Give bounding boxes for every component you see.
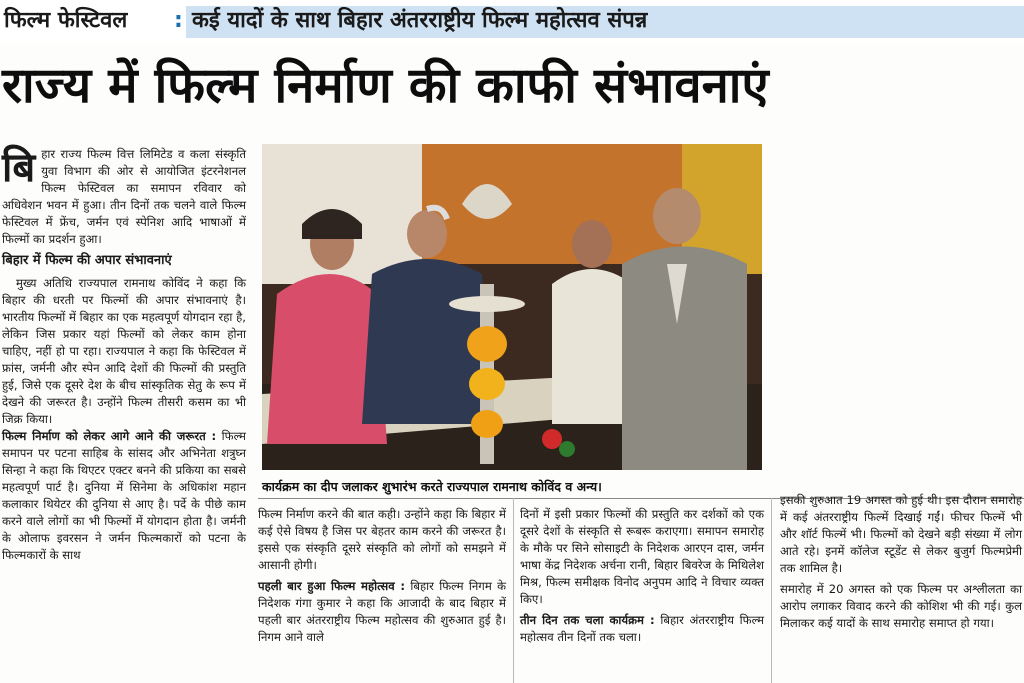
ganga-kumar-paragraph: बिहार फिल्म निगम के निदेशक गंगा कुमार ने कहा कि आजादी के बाद बिहार में पहली बार अंतरराष्ट्रीय फिल्म महोत्सव की शुरुआत हुई है। निगम आने वाले <box>258 579 506 644</box>
column-divider-3 <box>771 498 772 683</box>
three-days-paragraph: बिहार अंतरराष्ट्रीय फिल्म महोत्सव तीन दिनों तक चला। <box>520 613 765 644</box>
governor-paragraph: मुख्य अतिथि राज्यपाल रामनाथ कोविंद ने कहा कि बिहार की धरती पर फिल्मों की अपार संभावनाएं है। भारतीय फिल्मों में बिहार का एक महत्वपूर्ण योगदान रहा है, लेकिन जिस प्रकार यहां फिल्मों को लेकर काम होना चाहिए, नहीं हो पा रहा। राज्यपाल ने कहा कि फेस्टिवल में फ्रांस, जर्मनी और स्पेन आदि देशों की फिल्मों की प्रस्तुति हुई, जिसे एक दूसरे देश के बीच सांस्कृतिक सेतु के रूप में देखने की जरूरत है। उन्होंने फिल्म तीसरी कसम का भी जिक्र किया। <box>2 276 246 426</box>
event-photo <box>262 144 762 470</box>
article-column-2 <box>258 506 506 646</box>
strap-headline: कई यादों के साथ बिहार अंतरराष्ट्रीय फिल्म महोत्सव संपन्न <box>186 6 1024 38</box>
column-1-paragraph-2 <box>2 428 246 564</box>
main-headline: राज्य में फिल्म निर्माण की काफी संभावनाएं <box>2 57 769 114</box>
column-3-paragraph-1: दिनों में इसी प्रकार फिल्मों की प्रस्तुति कर दर्शकों को एक दूसरे देशों के संस्कृति से रूबरू कराएगा। समापन समारोह के मौके पर सिने सोसाइटी के निदेशक आरएन दास, जर्मन भाषा केंद्र निदेशक अर्चना रानी, बिहार बिवरेज के मिथिलेश मिश्र, फिल्म समीक्षक विनोद अनुपम आदि ने विचार व्यक्त किए। <box>520 507 764 606</box>
article-column-3 <box>520 506 764 646</box>
shatrughan-paragraph: फिल्म समापन पर पटना साहिब के सांसद और अभिनेता शत्रुघ्न सिन्हा ने कहा कि थिएटर एक्टर बनने की प्रकिया का सबसे महत्वपूर्ण पार्ट है। दुनिया में सिनेमा के अधिकांश महान कलाकार थियेटर की दुनिया से आए है। पर्दे के पीछे काम करने वाले लोगों का भी फिल्मों में योगदान होता है। जर्मनी के ओलाफ इवरसन ने जर्मन फिल्मकारों को पटना के फिल्मकारों के साथ <box>2 429 246 562</box>
lamp-lighting-photo <box>262 144 762 470</box>
column-4-paragraph-1: इसकी शुरुआत 19 अगस्त को हुई थी। इस दौरान समारोह में कई अंतरराष्ट्रीय फिल्में दिखाई गईं। फीचर फिल्में भी और शॉर्ट फिल्में भी। फिल्मों को देखने बड़ी संख्या में लोग आते रहे। इनमें कॉलेज स्टूडेंट से लेकर बुजुर्ग फिल्मप्रेमी तक शामिल है। <box>780 493 1022 575</box>
kicker-separator: : <box>174 8 183 33</box>
column-2-paragraph-1: फिल्म निर्माण करने की बात कही। उन्होंने कहा कि बिहार में कई ऐसे विषय है जिस पर बेहतर काम करने की जरूरत है। इससे एक संस्कृति दूसरे संस्कृति को लोगों को समझने में आसानी होगी। <box>258 507 506 572</box>
photo-caption: कार्यक्रम का दीप जलाकर शुभारंभ करते राज्यपाल रामनाथ कोविंद व अन्य। <box>262 479 602 494</box>
section-header <box>0 0 1024 44</box>
section-kicker: फिल्म फेस्टिवल <box>4 8 128 33</box>
column-4-paragraph-2: समारोह में 20 अगस्त को एक फिल्म पर अश्लीलता का आरोप लगाकर विवाद करने की कोशिश भी की गई। कुल मिलाकर कई यादों के साथ समारोह समाप्त हो गया। <box>780 582 1022 630</box>
inline-subhead-film-making: फिल्म निर्माण को लेकर आगे आने की जरूरत : <box>2 429 217 443</box>
subhead-opportunities: बिहार में फिल्म की अपार संभावनाएं <box>2 253 172 268</box>
article-column-4 <box>780 492 1022 632</box>
column-3-paragraph-2 <box>520 612 764 646</box>
intro-paragraph <box>2 146 246 248</box>
intro-text: हार राज्य फिल्म वित्त लिमिटेड व कला संस्कृति युवा विभाग की ओर से आयोजित इंटरनेशनल फिल्म फेस्टिवल का समापन रविवार को अधिवेशन भवन में हुआ। तीन दिनों तक चलने वाले फिल्म फेस्टिवल में फ्रेंच, जर्मन एवं स्पेनिश आदि भाषाओं में फिल्मों का प्रदर्शन हुआ। <box>2 147 246 246</box>
column-2-paragraph-2 <box>258 578 506 646</box>
article-column-1 <box>2 146 246 564</box>
inline-subhead-first-festival: पहली बार हुआ फिल्म महोत्सव : <box>258 579 406 593</box>
column-divider-2 <box>513 498 514 683</box>
dropcap: बि <box>2 145 36 191</box>
inline-subhead-three-days: तीन दिन तक चला कार्यक्रम : <box>520 613 655 627</box>
